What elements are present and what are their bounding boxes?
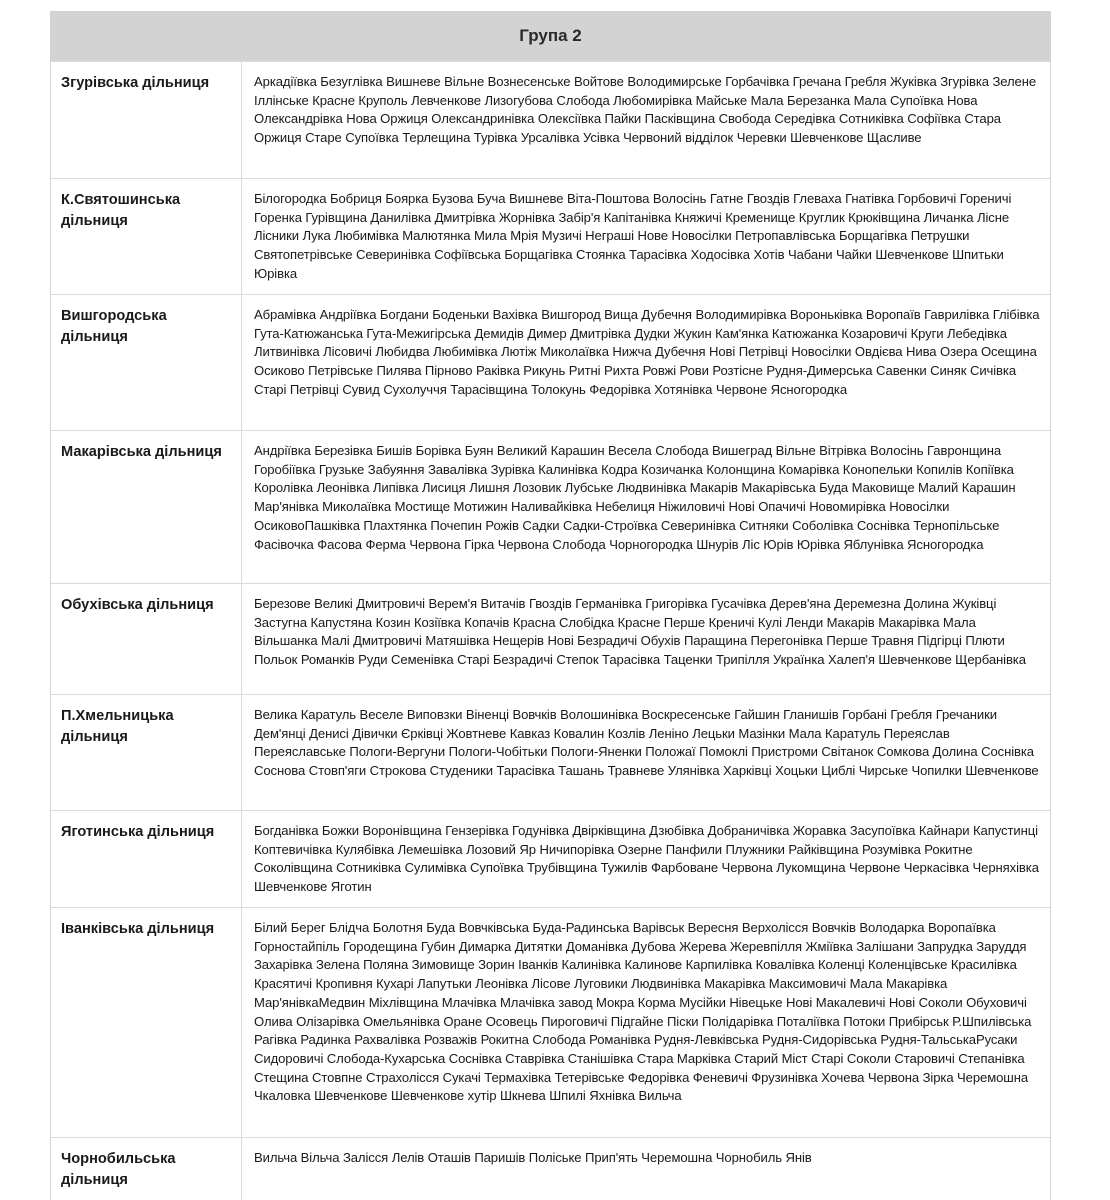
table-row — [51, 430, 1050, 583]
table-row — [51, 907, 1050, 1137]
village-list: Андріївка Березівка Бишів Борівка Буян Великий Карашин Весела Слобода Вишеград Вільне Вітрівка Волосінь Гавронщина Горобіївка Грузьке Забуяння Завалівка Зурівка Калинівка Кодра Козичанка Колонщина Комарівка Конопельки Копилів Копіївка Королівка Леонівка Липівка Лисиця Лишня Лозовик Лубське Людвинівка Макарів Макарівська Буда Маковище Малий Карашин Мар'янівка Миколаївка Мостище Мотижин Наливайківка Небелиця Ніжиловичі Нові Опачичі Новомирівка Новосілки ОсиковоПашківка Плахтянка Почепин Рожів Садки Садки-Строївка Северинівка Ситняки Соболівка Соснівка Тернопільське Фасівочка Фасова Ферма Червона Гірка Червона Слобода Чорногородка Шнурів Ліс Юрів Юрівка Яблунівка Ясногородка — [254, 443, 1016, 552]
table-row — [51, 583, 1050, 694]
village-list: Абрамівка Андріївка Богдани Боденьки Вахівка Вишгород Вища Дубечня Володимирівка Вороньківка Воропаїв Гаврилівка Глібівка Гута-Катюжанська Гута-Межигірська Демидів Димер Дмитрівка Дудки Жукин Кам'янка Катюжанка Козаровичі Круги Лебедівка Литвинівка Лісовичі Любидва Любимівка Лютіж Миколаївка Нижча Дубечня Нові Петрівці Новосілки Овдієва Нива Озера Осещина Осиково Петрівське Пилява Пірново Раківка Рикунь Ритні Рихта Ровжі Рови Розтісне Рудня-Димерська Савенки Синяк Сичівка Старі Петрівці Сувид Сухолуччя Тарасівщина Толокунь Федорівка Хотянівка Червоне Ясногородка — [254, 307, 1040, 397]
district-name: Іванківська дільниця — [51, 908, 242, 1137]
village-list: Велика Каратуль Веселе Виповзки Віненці Вовчків Волошинівка Воскресенське Гайшин Гланишів Горбані Гребля Гречаники Дем'янці Денисі Дівички Єрківці Жовтневе Кавказ Ковалин Козлів Леніно Лецьки Мазінки Мала Каратуль Переяслав Переяславське Пологи-Вергуни Пологи-Чобітьки Пологи-Яненки Положаї Помоклі Пристроми Світанок Сомкова Долина Соснівка Соснова Стовп'яги Строкова Студеники Тарасівка Ташань Травневе Улянівка Харківці Хоцьки Циблі Чирське Чопилки Шевченкове — [254, 707, 1039, 779]
outage-group-table — [50, 11, 1051, 1200]
district-name: П.Хмельницька дільниця — [51, 695, 242, 810]
district-name: К.Святошинська дільниця — [51, 179, 242, 294]
village-list: Аркадіївка Безуглівка Вишневе Вільне Вознесенське Войтове Володимирське Горбачівка Гречана Гребля Жуківка Згурівка Зелене Іллінське Красне Круполь Левченкове Лизогубова Слобода Любомирівка Майське Мала Березанка Мала Супоївка Нова Олександрівка Нова Оржиця Олександринівка Олексіївка Пайки Пасківщина Свобода Середівка Сотниківка Софіївка Стара Оржиця Старе Супоївка Терлещина Турівка Урсалівка Усівка Червоний відділок Черевки Шевченкове Щасливе — [254, 74, 1037, 146]
district-name: Чорнобильська дільниця — [51, 1138, 242, 1200]
table-row — [51, 294, 1050, 430]
district-name: Обухівська дільниця — [51, 584, 242, 694]
table-row — [51, 694, 1050, 810]
village-list: Білий Берег Блідча Болотня Буда Вовчківська Буда-Радинська Варівськ Вересня Верхолісся Вовчків Володарка Воропаївка Горностайпіль Городещина Губин Димарка Дитятки Доманівка Дубова Жерева Жеревпілля Жміївка Залішани Запрудка Заруддя Захарівка Зелена Поляна Зимовище Зорин Іванків Калинівка Калинове Карпилівка Ковалівка Коленці Коленцівське Красилівка Красятичі Кропивня Кухарі Лапутьки Леонівка Лісове Луговики Людвинівка Макарівка Максимовичі Мала Макарівка Мар'янівкаМедвин Міхлівщина Млачівка Млачівка завод Мокра Корма Мусійки Нівецьке Нові Макалевичі Нові Соколи Обуховичі Олива Олізарівка Омельянівка Оране Осовець Пироговичі Підгайне Піски Полідарівка Поталіївка Потоки Прибірськ Р.Шпилівська Рагівка Радинка Рахвалівка Розважів Рокитна Слобода Романівка Рудня-Левківська Рудня-Сидорівська Рудня-ТальськаРусаки Сидоровичі Слобода-Кухарська Соснівка Ставрівка Станішівка Стара Марківка Старий Міст Старі Соколи Старовичі Степанівка Стещина Стовпне Страхолісся Сукачі Термахівка Тетерівське Федорівка Феневичі Фрузинівка Хочева Червона Зірка Черемошна Чкаловка Шевченкове Шевченкове хутір Шкнева Шпилі Яхнівка Вильча — [254, 920, 1032, 1104]
village-list: Богданівка Божки Воронівщина Гензерівка Годунівка Двірківщина Дзюбівка Добраничівка Жоравка Засупоївка Кайнари Капустинці Коптевичівка Кулябівка Лемешівка Лозовий Яр Ничипорівка Озерне Панфили Плужники Райківщина Розумівка Рокитне Соколівщина Сотниківка Сулимівка Супоївка Трубівщина Тужилів Фарбоване Червона Лукомщина Червоне Черкасівка Черняхівка Шевченкове Яготин — [254, 823, 1039, 895]
village-list: Березове Великі Дмитровичі Верем'я Витачів Гвоздів Германівка Григорівка Гусачівка Дерев'яна Деремезна Долина Жуківці Застугна Капустяна Козин Козіївка Копачів Красна Слобідка Красне Перше Креничі Кулі Ленди Макарів Макарівка Мала Вільшанка Малі Дмитровичі Матяшівка Нещерів Нові Безрадичі Обухів Паращина Перегонівка Перше Травня Підгірці Плюти Польок Романків Руди Семенівка Старі Безрадичі Степок Тарасівка Таценки Трипілля Українка Халеп'я Шевченкове Щербанівка — [254, 596, 1026, 668]
district-name: Згурівська дільниця — [51, 62, 242, 178]
district-name: Яготинська дільниця — [51, 811, 242, 907]
table-row — [51, 178, 1050, 294]
group-title: Група 2 — [51, 11, 1050, 61]
village-list: Білогородка Бобриця Боярка Бузова Буча Вишневе Віта-Поштова Волосінь Гатне Гвоздів Глеваха Гнатівка Горбовичі Гореничі Горенка Гурівщина Данилівка Дмитрівка Жорнівка Забір'я Капітанівка Княжичі Кременище Круглик Крюківщина Личанка Лісне Лісники Лука Любимівка Малютянка Мила Мрія Музичі Неграші Нове Новосілки Петропавлівська Борщагівка Петрушки Святопетрівське Северинівка Софіївська Борщагівка Стоянка Тарасівка Ходосівка Хотів Чабани Чайки Шевченкове Шпитьки Юрівка — [254, 191, 1012, 281]
district-name: Макарівська дільниця — [51, 431, 242, 583]
village-list: Вильча Вільча Залісся Лелів Оташів Паришів Поліське Прип'ять Черемошна Чорнобиль Янів — [254, 1150, 812, 1165]
table-row — [51, 1137, 1050, 1200]
district-name: Вишгородська дільниця — [51, 295, 242, 430]
table-row — [51, 810, 1050, 907]
table-row — [51, 61, 1050, 178]
